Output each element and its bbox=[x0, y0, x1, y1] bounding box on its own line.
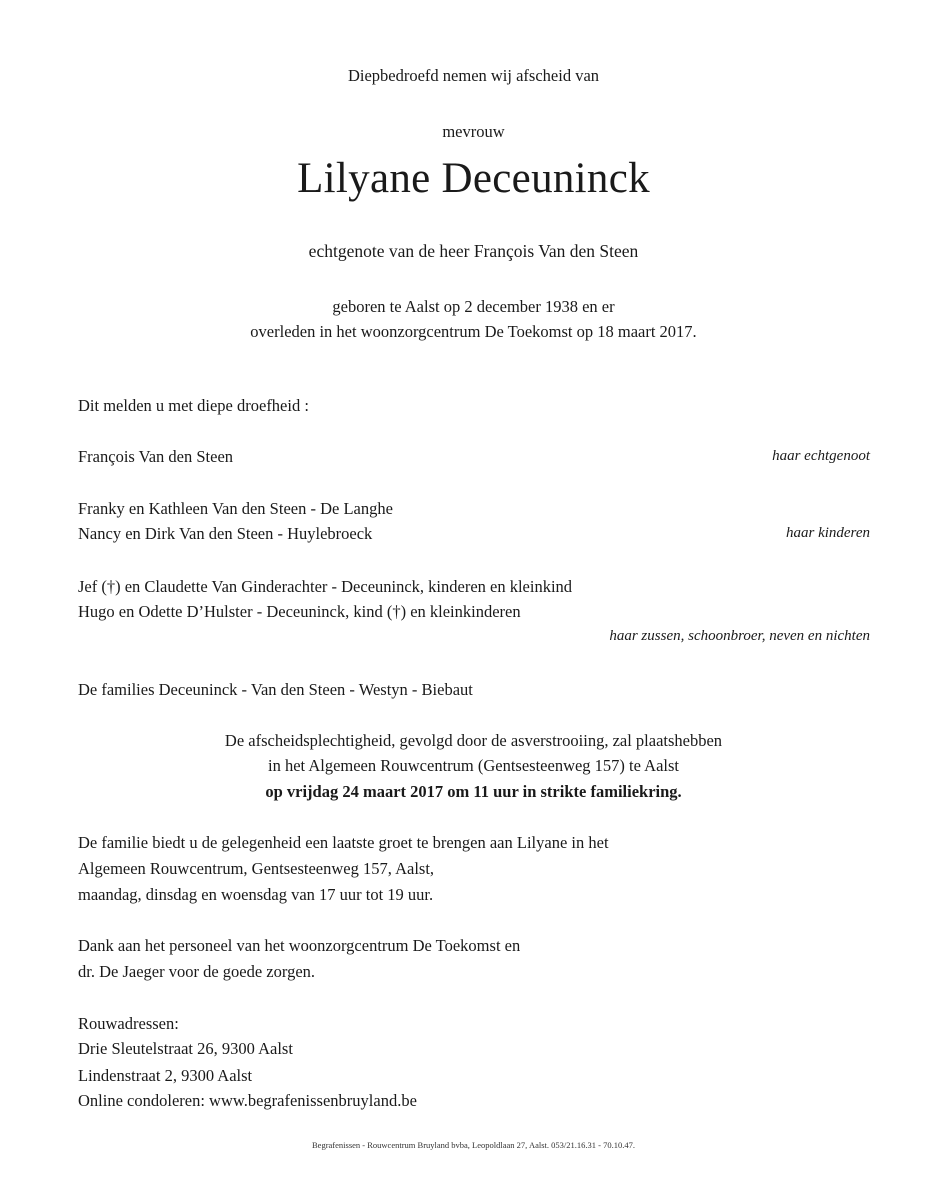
thanks-line: dr. De Jaeger voor de goede zorgen. bbox=[78, 962, 316, 981]
condolence-link[interactable]: Online condoleren: www.begrafenissenbruyland.be bbox=[78, 1091, 417, 1110]
footer-text: Begrafenissen - Rouwcentrum Bruyland bvba, Leopoldlaan 27, Aalst. 053/21.16.31 - 70.10.47. bbox=[312, 1140, 635, 1150]
relation-label: haar kinderen bbox=[785, 525, 870, 541]
ceremony-line: De afscheidsplechtigheid, gevolgd door de asverstrooiing, zal plaatshebben bbox=[224, 731, 723, 750]
family-line: Franky en Kathleen Van den Steen - De Langhe bbox=[78, 499, 393, 518]
title-text: mevrouw bbox=[442, 122, 505, 141]
relation-label: haar echtgenoot bbox=[772, 448, 870, 464]
intro-text: Diepbedroefd nemen wij afscheid van bbox=[347, 66, 600, 85]
family-line: Nancy en Dirk Van den Steen - Huylebroeck bbox=[78, 524, 373, 543]
deceased-name: Lilyane Deceuninck bbox=[297, 155, 650, 202]
ceremony-line: in het Algemeen Rouwcentrum (Gentsesteenweg 157) te Aalst bbox=[267, 756, 680, 775]
family-line: Jef (†) en Claudette Van Ginderachter - Deceuninck, kinderen en kleinkind bbox=[78, 577, 573, 596]
address-line: Lindenstraat 2, 9300 Aalst bbox=[78, 1066, 253, 1085]
born-text: geboren te Aalst op 2 december 1938 en er bbox=[332, 297, 615, 316]
family-line: François Van den Steen bbox=[78, 447, 234, 466]
died-text: overleden in het woonzorgcentrum De Toekomst op 18 maart 2017. bbox=[250, 322, 697, 341]
addresses-heading: Rouwadressen: bbox=[78, 1014, 179, 1033]
ceremony-date: op vrijdag 24 maart 2017 om 11 uur in strikte familiekring. bbox=[265, 782, 682, 801]
visitation-line: De familie biedt u de gelegenheid een laatste groet te brengen aan Lilyane in het bbox=[78, 833, 609, 852]
family-line: De families Deceuninck - Van den Steen - Westyn - Biebaut bbox=[78, 680, 473, 699]
address-line: Drie Sleutelstraat 26, 9300 Aalst bbox=[78, 1039, 293, 1058]
family-line: Hugo en Odette D’Hulster - Deceuninck, kind (†) en kleinkinderen bbox=[78, 602, 521, 621]
announcement-lead: Dit melden u met diepe droefheid : bbox=[78, 396, 309, 415]
visitation-line: maandag, dinsdag en woensdag van 17 uur tot 19 uur. bbox=[78, 885, 434, 904]
thanks-line: Dank aan het personeel van het woonzorgcentrum De Toekomst en bbox=[78, 936, 521, 955]
visitation-line: Algemeen Rouwcentrum, Gentsesteenweg 157, Aalst, bbox=[78, 859, 435, 878]
relation-label: haar zussen, schoonbroer, neven en nichten bbox=[609, 628, 870, 644]
spouse-text: echtgenote van de heer François Van den Steen bbox=[308, 241, 639, 261]
